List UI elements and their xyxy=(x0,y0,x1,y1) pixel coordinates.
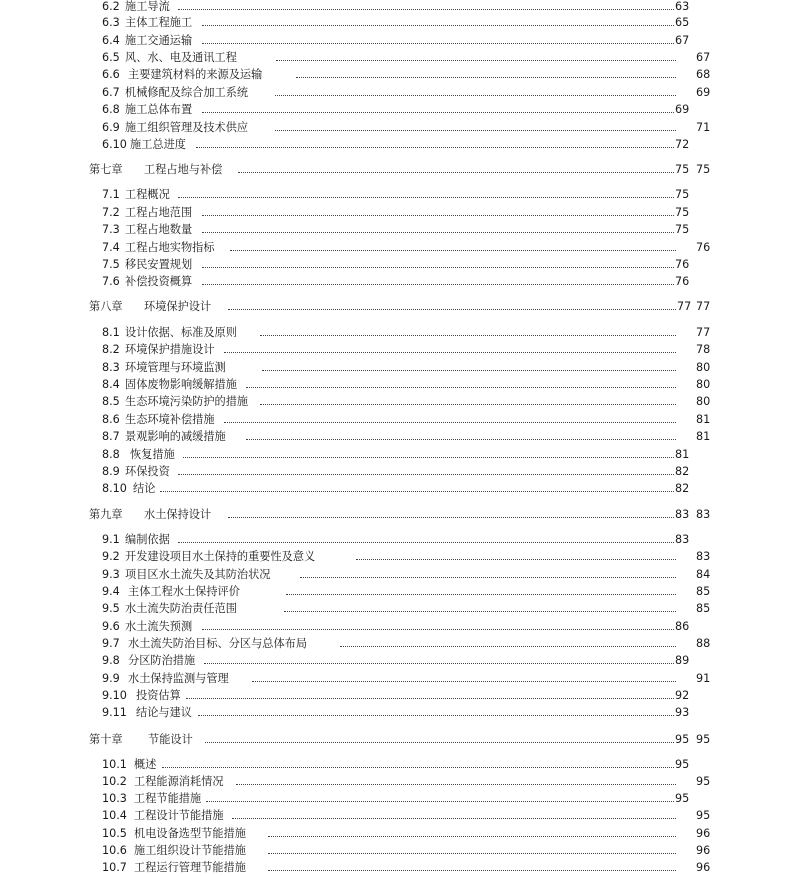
dot-leader xyxy=(238,172,674,173)
page-number: 67 xyxy=(696,51,711,64)
entry-title: 施工交通运输 xyxy=(125,34,193,47)
page-number: 82 xyxy=(675,482,690,495)
entry-number: 7.4 xyxy=(102,241,120,254)
page-number: 95 xyxy=(696,733,711,746)
dot-leader xyxy=(202,43,674,44)
page-number: 81 xyxy=(675,448,690,461)
page-number: 83 xyxy=(675,533,690,546)
dot-leader xyxy=(232,818,676,819)
entry-number: 9.11 xyxy=(102,706,127,719)
page-number: 80 xyxy=(696,361,711,374)
entry-number: 6.5 xyxy=(102,51,120,64)
dot-leader xyxy=(178,9,674,10)
entry-number: 9.3 xyxy=(102,568,120,581)
chapter-number: 第八章 xyxy=(89,300,123,313)
entry-title: 投资估算 xyxy=(136,689,181,702)
entry-title: 水土流失防治责任范围 xyxy=(125,602,237,615)
page-number: 68 xyxy=(696,68,711,81)
entry-number: 10.3 xyxy=(102,792,127,805)
entry-number: 7.5 xyxy=(102,258,120,271)
dot-leader xyxy=(224,422,676,423)
dot-leader xyxy=(162,767,674,768)
dot-leader xyxy=(300,577,676,578)
page-number: 84 xyxy=(696,568,711,581)
entry-title: 恢复措施 xyxy=(130,448,175,461)
entry-title: 工程概况 xyxy=(125,188,170,201)
chapter-number: 第九章 xyxy=(89,508,123,521)
dot-leader xyxy=(260,404,676,405)
dot-leader xyxy=(178,197,674,198)
dot-leader xyxy=(268,836,676,837)
entry-number: 10.2 xyxy=(102,775,127,788)
entry-number: 7.2 xyxy=(102,206,120,219)
page-number: 96 xyxy=(696,861,711,874)
page-number: 82 xyxy=(675,465,690,478)
page-number: 77 xyxy=(696,300,711,313)
entry-title: 工程占地范围 xyxy=(125,206,193,219)
entry-number: 6.8 xyxy=(102,103,120,116)
dot-leader xyxy=(246,387,676,388)
entry-title: 景观影响的减缓措施 xyxy=(125,430,226,443)
page-number: 96 xyxy=(696,844,711,857)
dot-leader xyxy=(202,25,674,26)
dot-leader xyxy=(178,474,674,475)
chapter-title: 水土保持设计 xyxy=(144,508,212,521)
page-number: 88 xyxy=(696,637,711,650)
entry-title: 固体废物影响缓解措施 xyxy=(125,378,237,391)
entry-number: 8.1 xyxy=(102,326,120,339)
page-number: 69 xyxy=(675,103,690,116)
entry-title: 主要建筑材料的来源及运输 xyxy=(128,68,263,81)
dot-leader xyxy=(228,309,676,310)
entry-number: 6.9 xyxy=(102,121,120,134)
entry-title: 生态环境补偿措施 xyxy=(125,413,215,426)
dot-leader xyxy=(202,215,674,216)
page-number: 95 xyxy=(696,775,711,788)
entry-title: 环保投资 xyxy=(125,465,170,478)
page-number: 77 xyxy=(696,326,711,339)
entry-title: 水土流失预测 xyxy=(125,620,193,633)
dot-leader xyxy=(204,663,674,664)
chapter-number: 第十章 xyxy=(89,733,123,746)
page-number: 93 xyxy=(675,706,690,719)
entry-title: 主体工程水土保持评价 xyxy=(128,585,240,598)
entry-number: 6.6 xyxy=(102,68,120,81)
page-number: 85 xyxy=(696,585,711,598)
entry-number: 9.9 xyxy=(102,672,120,685)
entry-title: 环境保护措施设计 xyxy=(125,343,215,356)
page-number: 86 xyxy=(675,620,690,633)
entry-number: 8.2 xyxy=(102,343,120,356)
page-number: 95 xyxy=(675,733,690,746)
entry-number: 9.1 xyxy=(102,533,120,546)
entry-title: 结论 xyxy=(133,482,156,495)
dot-leader xyxy=(275,95,676,96)
entry-title: 施工组织设计节能措施 xyxy=(134,844,246,857)
entry-title: 移民安置规划 xyxy=(125,258,193,271)
dot-leader xyxy=(160,491,674,492)
entry-title: 开发建设项目水土保持的重要性及意义 xyxy=(125,550,316,563)
chapter-title: 工程占地与补偿 xyxy=(144,163,223,176)
entry-number: 8.4 xyxy=(102,378,120,391)
page-number: 75 xyxy=(675,163,690,176)
entry-title: 结论与建议 xyxy=(136,706,192,719)
entry-title: 机械修配及综合加工系统 xyxy=(125,86,249,99)
page-number: 80 xyxy=(696,395,711,408)
dot-leader xyxy=(246,439,676,440)
entry-title: 机电设备选型节能措施 xyxy=(134,827,246,840)
dot-leader xyxy=(202,112,674,113)
page-number: 75 xyxy=(675,206,690,219)
dot-leader xyxy=(284,611,676,612)
dot-leader xyxy=(183,457,674,458)
page-number: 69 xyxy=(696,86,711,99)
entry-title: 项目区水土流失及其防治状况 xyxy=(125,568,271,581)
page-number: 83 xyxy=(675,508,690,521)
page-number: 76 xyxy=(675,275,690,288)
page-number: 92 xyxy=(675,689,690,702)
page-number: 75 xyxy=(675,188,690,201)
page-number: 91 xyxy=(696,672,711,685)
page-number: 75 xyxy=(696,163,711,176)
entry-number: 9.10 xyxy=(102,689,127,702)
entry-number: 7.3 xyxy=(102,223,120,236)
entry-title: 工程运行管理节能措施 xyxy=(134,861,246,874)
entry-number: 8.3 xyxy=(102,361,120,374)
entry-title: 工程节能措施 xyxy=(134,792,202,805)
page-number: 83 xyxy=(696,508,711,521)
entry-title: 水土流失防治目标、分区与总体布局 xyxy=(128,637,308,650)
dot-leader xyxy=(202,232,674,233)
dot-leader xyxy=(262,370,676,371)
entry-title: 概述 xyxy=(134,758,157,771)
dot-leader xyxy=(260,335,676,336)
entry-number: 8.6 xyxy=(102,413,120,426)
entry-number: 10.5 xyxy=(102,827,127,840)
page-number: 89 xyxy=(675,654,690,667)
entry-number: 8.5 xyxy=(102,395,120,408)
page-number: 76 xyxy=(696,241,711,254)
entry-number: 6.7 xyxy=(102,86,120,99)
entry-number: 9.5 xyxy=(102,602,120,615)
dot-leader xyxy=(202,284,674,285)
entry-title: 工程占地数量 xyxy=(125,223,193,236)
dot-leader xyxy=(296,77,676,78)
entry-number: 6.4 xyxy=(102,34,120,47)
entry-number: 7.6 xyxy=(102,275,120,288)
entry-number: 9.7 xyxy=(102,637,120,650)
entry-title: 施工总体布置 xyxy=(125,103,193,116)
chapter-title: 环境保护设计 xyxy=(144,300,212,313)
dot-leader xyxy=(205,742,674,743)
entry-number: 6.3 xyxy=(102,16,120,29)
dot-leader xyxy=(202,267,674,268)
entry-title: 编制依据 xyxy=(125,533,170,546)
dot-leader xyxy=(286,594,676,595)
entry-number: 10.6 xyxy=(102,844,127,857)
page-number: 78 xyxy=(696,343,711,356)
entry-number: 10.4 xyxy=(102,809,127,822)
entry-number: 8.9 xyxy=(102,465,120,478)
dot-leader xyxy=(206,801,674,802)
entry-number: 6.2 xyxy=(102,0,120,13)
dot-leader xyxy=(178,542,674,543)
entry-title: 施工导流 xyxy=(125,0,170,13)
page-number: 95 xyxy=(675,792,690,805)
page-number: 77 xyxy=(677,300,692,313)
page-number: 80 xyxy=(696,378,711,391)
page-number: 67 xyxy=(675,34,690,47)
entry-number: 9.6 xyxy=(102,620,120,633)
page-number: 75 xyxy=(675,223,690,236)
page-number: 72 xyxy=(675,138,690,151)
entry-number: 8.10 xyxy=(102,482,127,495)
dot-leader xyxy=(236,784,676,785)
entry-title: 生态环境污染防护的措施 xyxy=(125,395,249,408)
entry-title: 主体工程施工 xyxy=(125,16,193,29)
entry-number: 9.2 xyxy=(102,550,120,563)
page-number: 63 xyxy=(675,0,690,13)
dot-leader xyxy=(202,629,674,630)
page-number: 65 xyxy=(675,16,690,29)
entry-number: 10.1 xyxy=(102,758,127,771)
entry-title: 设计依据、标准及原则 xyxy=(125,326,237,339)
chapter-number: 第七章 xyxy=(89,163,123,176)
dot-leader xyxy=(340,646,676,647)
entry-title: 环境管理与环境监测 xyxy=(125,361,226,374)
entry-number: 7.1 xyxy=(102,188,120,201)
page-number: 95 xyxy=(696,809,711,822)
entry-number: 6.10 xyxy=(102,138,127,151)
dot-leader xyxy=(276,60,676,61)
entry-number: 9.8 xyxy=(102,654,120,667)
entry-title: 施工总进度 xyxy=(130,138,186,151)
page-number: 81 xyxy=(696,430,711,443)
entry-title: 风、水、电及通讯工程 xyxy=(125,51,237,64)
page-number: 95 xyxy=(675,758,690,771)
entry-title: 工程能源消耗情况 xyxy=(134,775,224,788)
entry-title: 补偿投资概算 xyxy=(125,275,193,288)
dot-leader xyxy=(275,130,676,131)
dot-leader xyxy=(268,870,676,871)
chapter-title: 节能设计 xyxy=(148,733,193,746)
dot-leader xyxy=(252,681,676,682)
page-number: 96 xyxy=(696,827,711,840)
page-number: 85 xyxy=(696,602,711,615)
entry-title: 水土保持监测与管理 xyxy=(128,672,229,685)
entry-number: 10.7 xyxy=(102,861,127,874)
entry-number: 8.7 xyxy=(102,430,120,443)
entry-title: 分区防治措施 xyxy=(128,654,196,667)
dot-leader xyxy=(228,517,674,518)
dot-leader xyxy=(230,250,676,251)
entry-title: 工程占地实物指标 xyxy=(125,241,215,254)
entry-number: 8.8 xyxy=(102,448,120,461)
entry-number: 9.4 xyxy=(102,585,120,598)
page-number: 76 xyxy=(675,258,690,271)
dot-leader xyxy=(356,559,676,560)
dot-leader xyxy=(198,715,674,716)
page-number: 83 xyxy=(696,550,711,563)
dot-leader xyxy=(186,698,674,699)
dot-leader xyxy=(196,147,674,148)
page-number: 81 xyxy=(696,413,711,426)
dot-leader xyxy=(224,352,676,353)
dot-leader xyxy=(268,853,676,854)
entry-title: 工程设计节能措施 xyxy=(134,809,224,822)
entry-title: 施工组织管理及技术供应 xyxy=(125,121,249,134)
page-number: 71 xyxy=(696,121,711,134)
